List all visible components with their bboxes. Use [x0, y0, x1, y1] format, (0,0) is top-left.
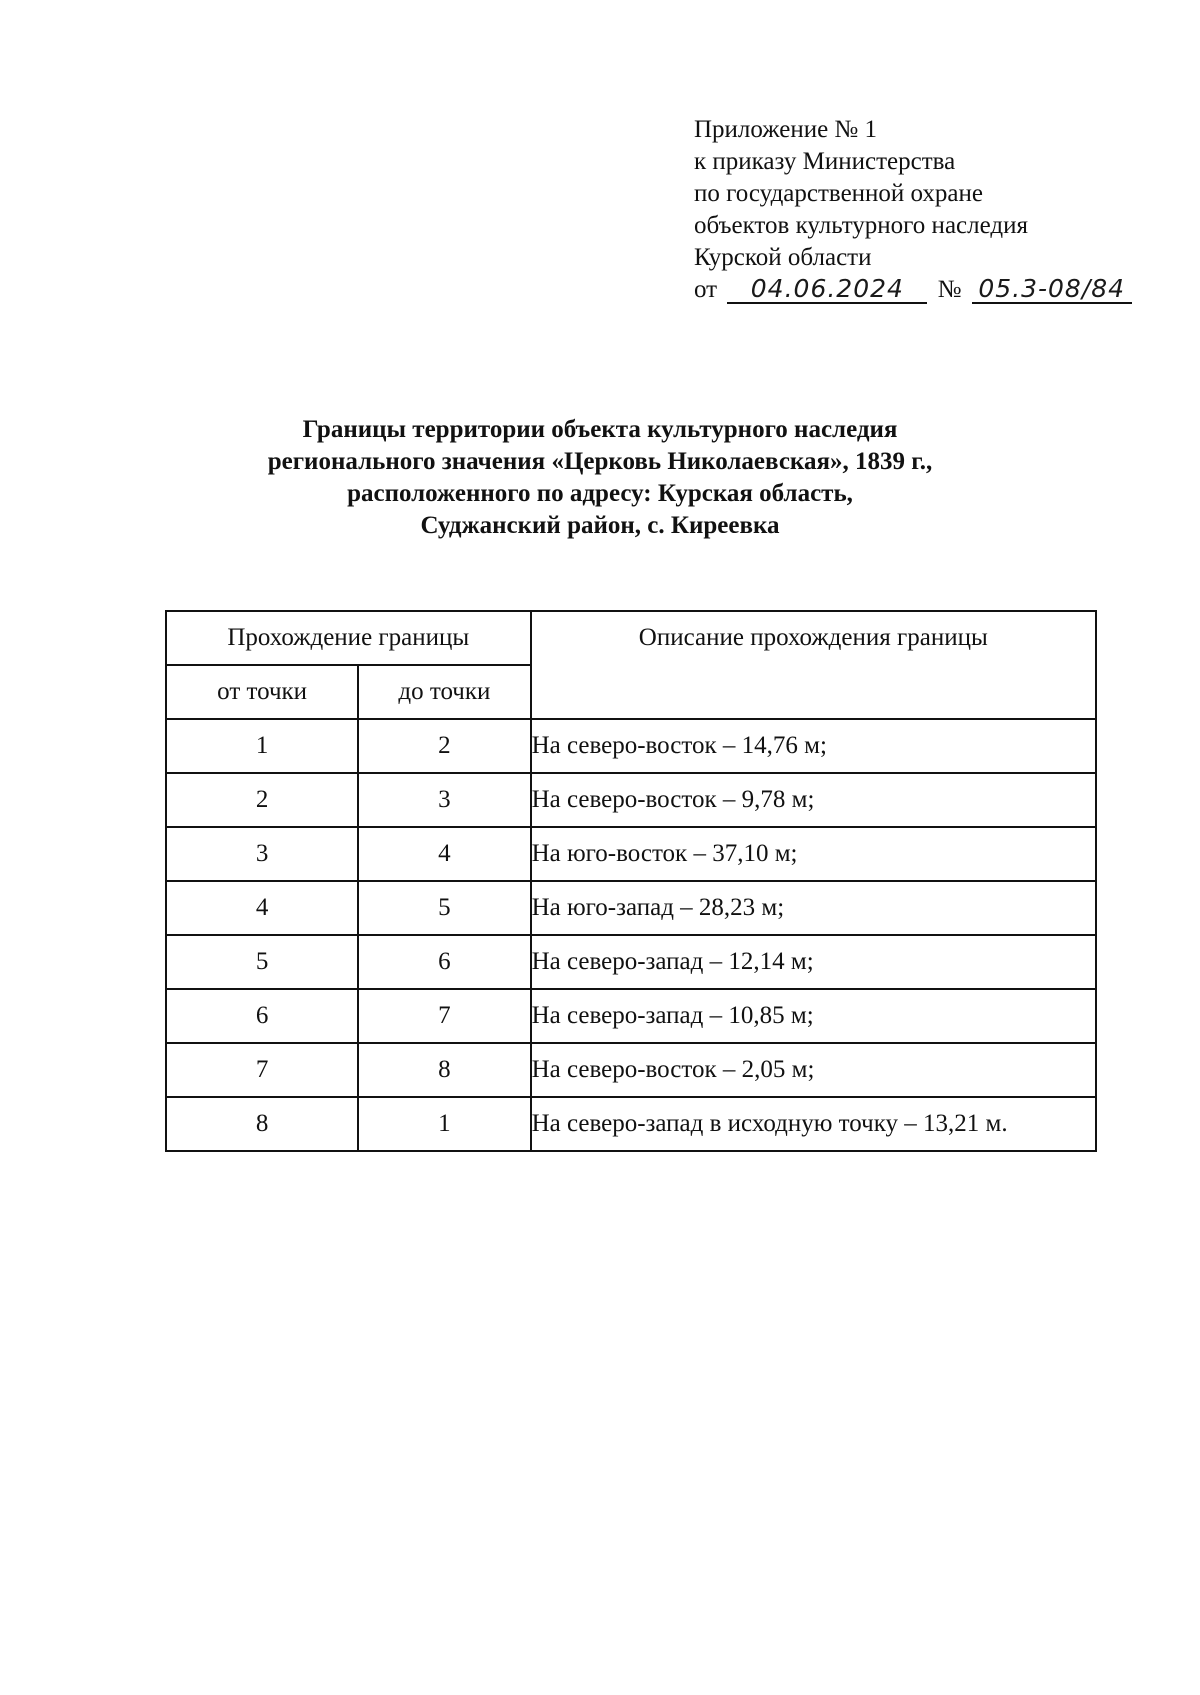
boundary-description: На северо-запад – 10,85 м; [531, 989, 1096, 1043]
boundary-description: На северо-восток – 9,78 м; [531, 773, 1096, 827]
table-row [166, 881, 1096, 935]
header-from-point: от точки [166, 665, 358, 719]
appendix-line: к приказу Министерства [694, 148, 956, 175]
appendix-header [694, 114, 1132, 306]
header-description: Описание прохождения границы [531, 611, 1096, 719]
appendix-line: Курской области [694, 244, 872, 271]
table-row [166, 827, 1096, 881]
header-boundary-passage: Прохождение границы [166, 611, 531, 665]
document-title [150, 414, 1050, 542]
from-point: 3 [166, 827, 358, 881]
to-point: 2 [358, 719, 530, 773]
table-row [166, 719, 1096, 773]
order-date-number-line [694, 274, 1132, 306]
from-point: 7 [166, 1043, 358, 1097]
header-to-point: до точки [358, 665, 530, 719]
number-prefix: № [937, 276, 962, 303]
from-point: 1 [166, 719, 358, 773]
table-row [166, 989, 1096, 1043]
table-row [166, 935, 1096, 989]
from-point: 2 [166, 773, 358, 827]
from-prefix: от [694, 276, 718, 303]
from-point: 6 [166, 989, 358, 1043]
to-point: 5 [358, 881, 530, 935]
table-row [166, 1043, 1096, 1097]
to-point: 8 [358, 1043, 530, 1097]
to-point: 6 [358, 935, 530, 989]
title-line: расположенного по адресу: Курская область, [347, 480, 853, 507]
to-point: 1 [358, 1097, 530, 1151]
table-row [166, 773, 1096, 827]
boundary-description: На северо-восток – 2,05 м; [531, 1043, 1096, 1097]
from-point: 8 [166, 1097, 358, 1151]
order-number: 05.3-08/84 [972, 276, 1132, 304]
appendix-line: по государственной охране [694, 180, 984, 207]
boundary-table [165, 610, 1097, 1152]
order-date: 04.06.2024 [727, 276, 927, 304]
from-point: 4 [166, 881, 358, 935]
to-point: 4 [358, 827, 530, 881]
boundary-description: На юго-восток – 37,10 м; [531, 827, 1096, 881]
to-point: 7 [358, 989, 530, 1043]
title-line: Суджанский район, с. Киреевка [420, 512, 780, 539]
appendix-line: объектов культурного наследия [694, 212, 1028, 239]
boundary-description: На северо-запад в исходную точку – 13,21 м. [531, 1097, 1096, 1151]
boundary-description: На северо-запад – 12,14 м; [531, 935, 1096, 989]
to-point: 3 [358, 773, 530, 827]
boundary-description: На юго-запад – 28,23 м; [531, 881, 1096, 935]
boundary-description: На северо-восток – 14,76 м; [531, 719, 1096, 773]
from-point: 5 [166, 935, 358, 989]
title-line: Границы территории объекта культурного наследия [302, 416, 898, 443]
title-line: регионального значения «Церковь Николаевская», 1839 г., [267, 448, 933, 475]
appendix-line: Приложение № 1 [694, 116, 878, 143]
table-row [166, 1097, 1096, 1151]
